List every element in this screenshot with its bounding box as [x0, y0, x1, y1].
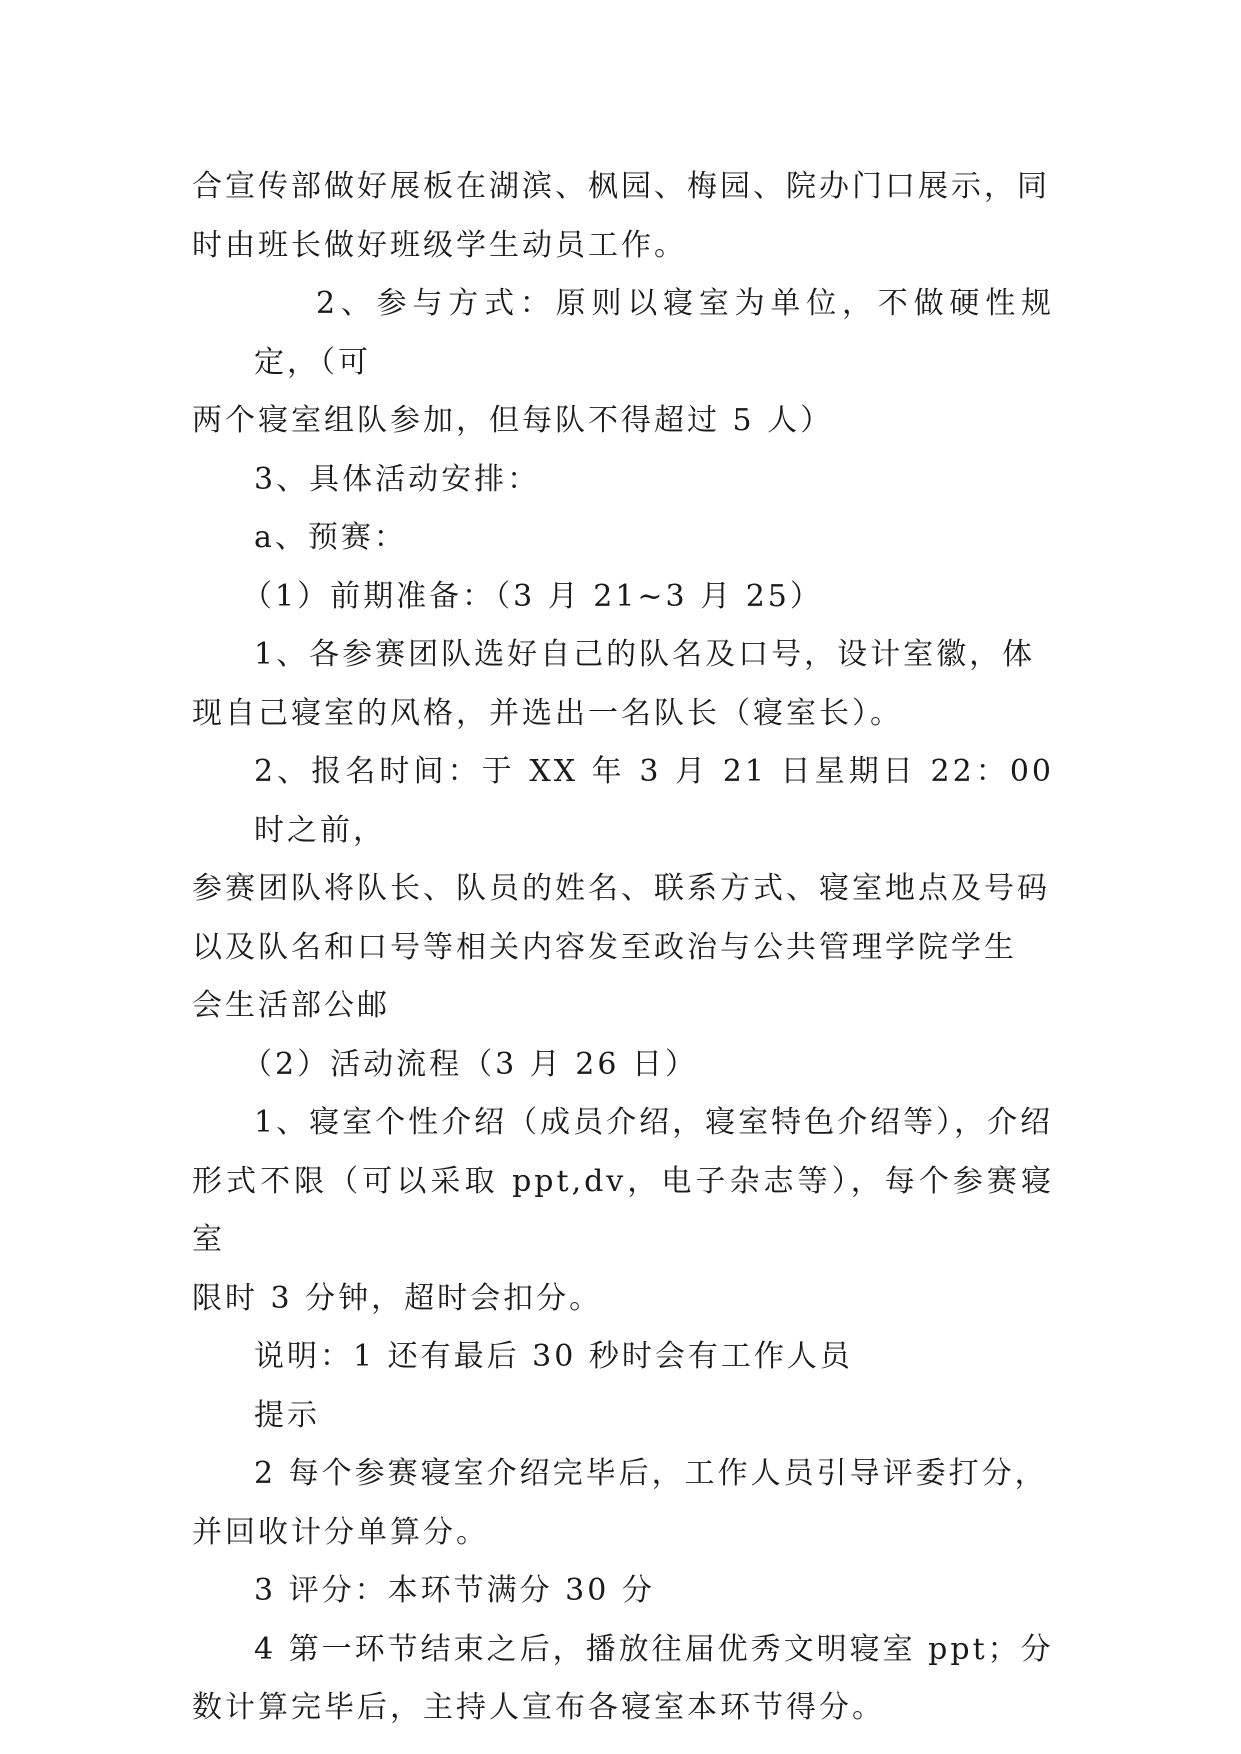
text-line: 1、各参赛团队选好自己的队名及口号，设计室徽，体 — [254, 637, 1036, 672]
paragraph-publicity — [192, 158, 1054, 275]
paragraph-process-heading — [192, 1036, 1054, 1095]
text-line: 限时 3 分钟，超时会扣分。 — [192, 1280, 603, 1316]
paragraph-team-name — [192, 626, 1054, 743]
text-line: 现自己寝室的风格，并选出一名队长（寝室长）。 — [192, 695, 903, 731]
paragraph-prompt — [192, 1387, 1054, 1446]
text-line: 合宣传部做好展板在湖滨、枫园、梅园、院办门口展示，同 — [192, 169, 1050, 204]
document-body — [192, 158, 1054, 1738]
text-line: 时由班长做好班级学生动员工作。 — [192, 227, 687, 263]
paragraph-scoring-guide — [192, 1445, 1054, 1562]
text-line: 提示 — [254, 1397, 320, 1433]
text-line: 4 第一环节结束之后，播放往届优秀文明寝室 ppt；分 — [254, 1631, 1054, 1667]
text-line: （2）活动流程（3 月 26 日） — [242, 1046, 698, 1082]
paragraph-arrangement-heading — [192, 451, 1054, 510]
text-line: 3、具体活动安排： — [254, 461, 541, 497]
text-line: 两个寝室组队参加，但每队不得超过 5 人） — [192, 403, 834, 438]
text-line: 参赛团队将队长、队员的姓名、联系方式、寝室地点及号码 — [192, 871, 1050, 906]
paragraph-introduction — [192, 1094, 1054, 1328]
paragraph-preliminary-heading — [192, 509, 1054, 568]
text-line: 并回收计分单算分。 — [192, 1514, 489, 1550]
text-line: （1）前期准备：（3 月 21~3 月 25） — [242, 578, 823, 614]
paragraph-registration — [192, 743, 1054, 1036]
paragraph-preparation-heading — [192, 568, 1054, 627]
text-line: a、预赛： — [254, 520, 407, 555]
paragraph-participation — [192, 275, 1054, 451]
text-line: 3 评分：本环节满分 30 分 — [254, 1573, 655, 1608]
paragraph-scoring — [192, 1562, 1054, 1621]
text-line: 1、寝室个性介绍（成员介绍，寝室特色介绍等），介绍 — [254, 1105, 1054, 1140]
text-line: 会生活部公邮 — [192, 988, 390, 1023]
text-line: 以及队名和口号等相关内容发至政治与公共管理学院学生 — [192, 929, 1017, 965]
text-line: 数计算完毕后，主持人宣布各寝室本环节得分。 — [192, 1690, 885, 1725]
paragraph-first-round-end — [192, 1621, 1054, 1738]
text-line: 2、参与方式：原则以寝室为单位，不做硬性规定，（可 — [254, 286, 1054, 380]
paragraph-note — [192, 1328, 1054, 1387]
text-line: 2 每个参赛寝室介绍完毕后，工作人员引导评委打分， — [254, 1456, 1048, 1491]
text-line: 说明：1 还有最后 30 秒时会有工作人员 — [254, 1339, 853, 1374]
text-line: 形式不限（可以采取 ppt,dv，电子杂志等），每个参赛寝室 — [192, 1163, 1054, 1257]
text-line: 2、报名时间：于 XX 年 3 月 21 日星期日 22：00 时之前， — [254, 754, 1054, 848]
